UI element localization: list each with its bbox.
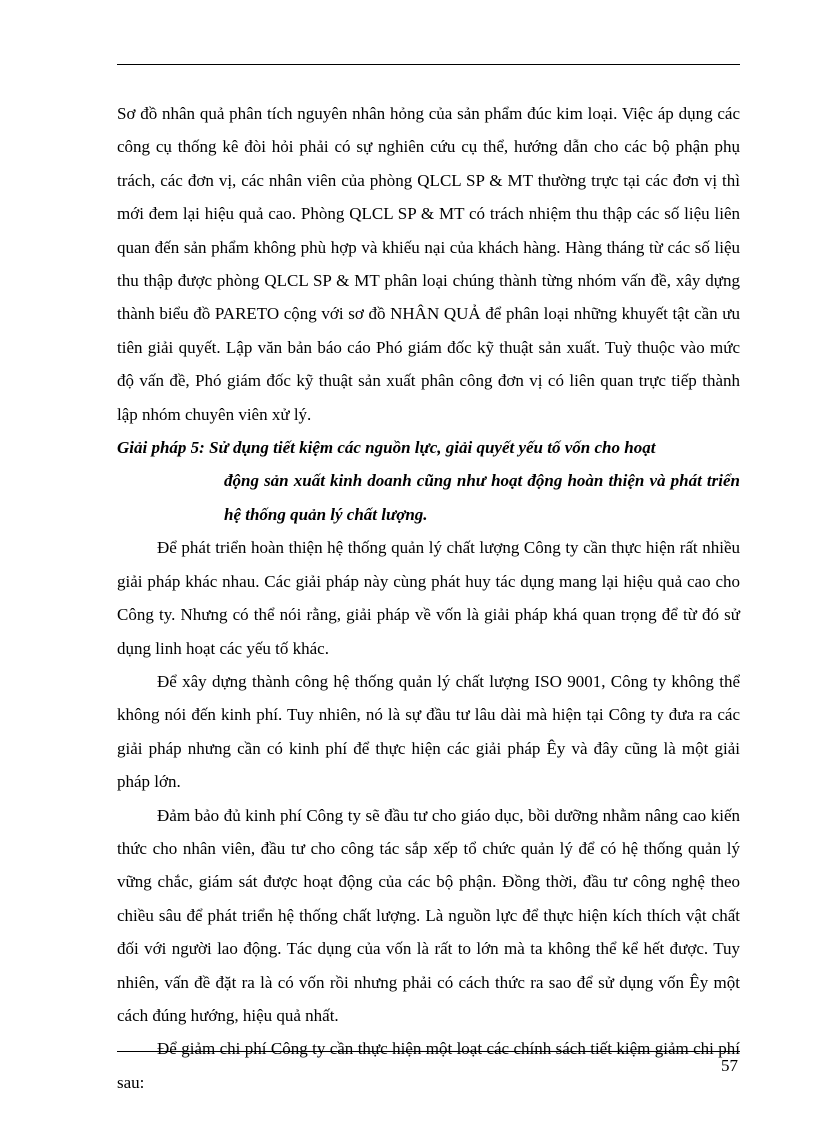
page-number: 57 — [721, 1056, 738, 1075]
solution-heading-line-1: Giải pháp 5: Sử dụng tiết kiệm các nguồn lực, giải quyết yếu tố vốn cho hoạt — [117, 438, 656, 458]
paragraph-2: Để xây dựng thành công hệ thống quản lý chất lượng ISO 9001, Công ty không thể không nói đến kinh phí. Tuy nhiên, nó là sự đầu tư lâu dài mà hiện tại Công ty đưa ra các giải pháp nhưng cần có kinh phí để thực hiện các giải pháp Êy và đây cũng là một giải pháp lớn. — [117, 671, 740, 792]
paragraph-4: Để giảm chi phí Công ty cần thực hiện một loạt các chính sách tiết kiệm giảm chi phí sau: — [117, 1039, 740, 1092]
header-rule — [117, 64, 740, 65]
footer-rule — [117, 1051, 740, 1052]
solution-heading — [117, 431, 740, 531]
paragraph-3: Đảm bảo đủ kinh phí Công ty sẽ đầu tư cho giáo dục, bồi dưỡng nhằm nâng cao kiến thức cho nhân viên, đầu tư cho công tác sắp xếp tổ chức quản lý để có hệ thống quản lý vững chắc, giám sát được hoạt động của các bộ phận. Đồng thời, đầu tư công nghệ theo chiều sâu để phát triển hệ thống chất lượng. Là nguồn lực để thực hiện kích thích vật chất đối với người lao động. Tác dụng của vốn là rất to lớn mà ta không thể kể hết được. Tuy nhiên, vấn đề đặt ra là có vốn rồi nhưng phải có cách thức ra sao để sử dụng vốn Êy một cách đúng hướng, hiệu quả nhất. — [117, 805, 740, 1025]
solution-heading-continuation: động sản xuất kinh doanh cũng như hoạt động hoàn thiện và phát triển hệ thống quản lý chất lượng. — [224, 471, 740, 524]
paragraph-1: Để phát triển hoàn thiện hệ thống quản lý chất lượng Công ty cần thực hiện rất nhiều giải pháp khác nhau. Các giải pháp này cùng phát huy tác dụng mang lại hiệu quả cao cho Công ty. Nhưng có thể nói rằng, giải pháp về vốn là giải pháp khá quan trọng để từ đó sử dụng linh hoạt các yếu tố khác. — [117, 538, 740, 658]
paragraph-intro: Sơ đồ nhân quả phân tích nguyên nhân hỏng của sản phẩm đúc kim loại. Việc áp dụng các công cụ thống kê đòi hỏi phải có sự nghiên cứu cụ thể, hướng dẫn cho các bộ phận phụ trách, các đơn vị, các nhân viên của phòng QLCL SP & MT thường trực tại các đơn vị thì mới đem lại hiệu quả cao. Phòng QLCL SP & MT có trách nhiệm thu thập các số liệu liên quan đến sản phẩm không phù hợp và khiếu nại của khách hàng. Hàng tháng từ các số liệu thu thập được phòng QLCL SP & MT phân loại chúng thành từng nhóm vấn đề, xây dựng thành biểu đồ PARETO cộng với sơ đồ NHÂN QUẢ để phân loại những khuyết tật cần ưu tiên giải quyết. Lập văn bản báo cáo Phó giám đốc kỹ thuật sản xuất. Tuỳ thuộc vào mức độ vấn đề, Phó giám đốc kỹ thuật sản xuất phân công đơn vị có liên quan trực tiếp thành lập nhóm chuyên viên xử lý. — [117, 104, 740, 424]
body-text — [117, 97, 740, 1099]
